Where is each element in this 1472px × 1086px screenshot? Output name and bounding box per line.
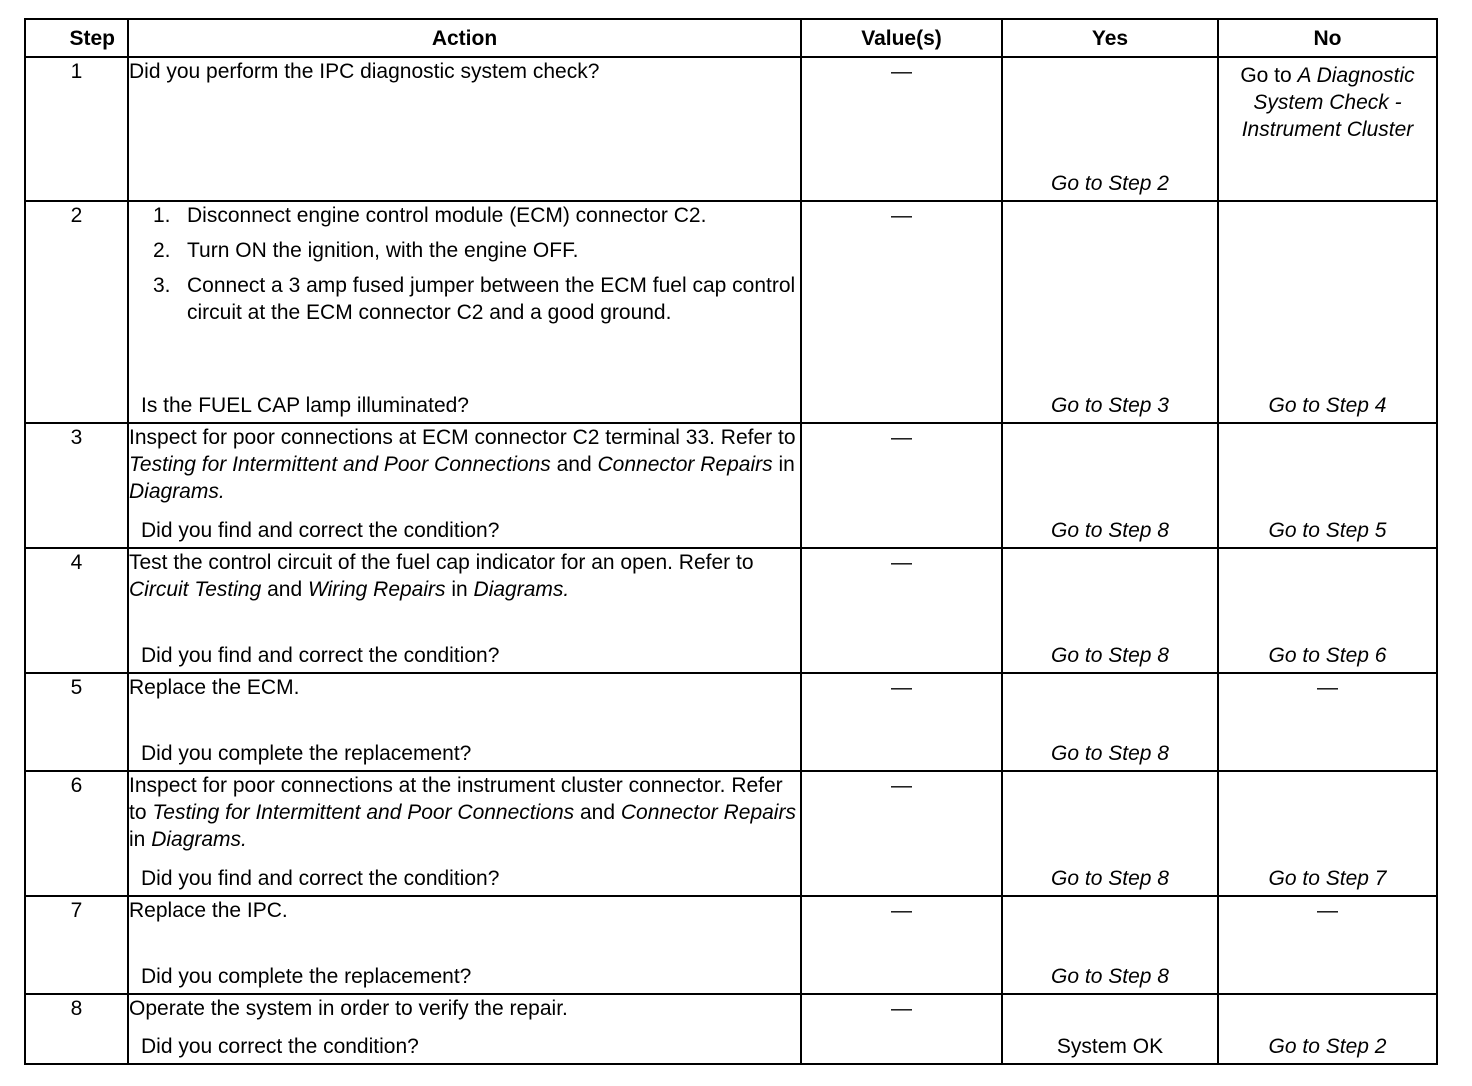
action-instruction	[129, 772, 800, 853]
action-question: Did you perform the IPC diagnostic system check?	[129, 60, 600, 83]
diagnostic-table	[24, 18, 1438, 1065]
value-cell: —	[801, 548, 1002, 673]
yes-link[interactable]: Go to Step 8	[1051, 644, 1169, 667]
no-cell	[1218, 771, 1437, 896]
instruction-text: in	[129, 828, 152, 851]
yes-cell	[1002, 771, 1218, 896]
header-row	[25, 19, 1437, 57]
no-cell: —	[1218, 673, 1437, 771]
no-cell	[1218, 423, 1437, 548]
procedure-item	[153, 202, 800, 229]
value-cell: —	[801, 673, 1002, 771]
no-link[interactable]	[1219, 58, 1436, 143]
header-no: No	[1218, 19, 1437, 57]
item-text: Disconnect engine control module (ECM) connector C2.	[187, 204, 707, 227]
table-row	[25, 994, 1437, 1064]
header-action: Action	[128, 19, 801, 57]
yes-link[interactable]: Go to Step 3	[1051, 394, 1169, 417]
no-cell	[1218, 201, 1437, 423]
yes-link[interactable]: Go to Step 8	[1051, 742, 1169, 765]
action-cell	[128, 673, 801, 771]
no-link[interactable]: Go to Step 2	[1268, 1035, 1387, 1058]
procedure-item	[153, 272, 800, 326]
instruction-text: Test the control circuit of the fuel cap indicator for an open. Refer to	[129, 551, 754, 574]
action-question: Is the FUEL CAP lamp illuminated?	[141, 394, 469, 417]
step-number: 5	[25, 673, 128, 771]
value-cell: —	[801, 201, 1002, 423]
action-question: Did you find and correct the condition?	[141, 519, 500, 542]
reference-link[interactable]: Connector Repairs	[597, 453, 773, 476]
table-row	[25, 57, 1437, 201]
step-number: 8	[25, 994, 128, 1064]
action-instruction	[129, 424, 800, 505]
action-cell	[128, 57, 801, 201]
action-question: Did you complete the replacement?	[141, 742, 472, 765]
yes-link[interactable]: Go to Step 8	[1051, 965, 1169, 988]
action-instruction: Replace the IPC.	[129, 899, 288, 922]
reference-link[interactable]: Circuit Testing	[129, 578, 262, 601]
value-cell: —	[801, 896, 1002, 994]
action-instruction	[129, 549, 800, 603]
yes-link[interactable]: Go to Step 8	[1051, 519, 1169, 542]
item-number: 1.	[153, 204, 171, 227]
instruction-text: and	[574, 801, 621, 824]
procedure-list	[129, 202, 800, 326]
no-link[interactable]: Go to Step 6	[1268, 644, 1387, 667]
instruction-text: and	[261, 578, 308, 601]
yes-cell	[1002, 57, 1218, 201]
table-row	[25, 201, 1437, 423]
reference-link[interactable]: Testing for Intermittent and Poor Connections	[129, 453, 551, 476]
no-link-prefix: Go to	[1240, 64, 1298, 87]
yes-cell	[1002, 896, 1218, 994]
no-cell: —	[1218, 896, 1437, 994]
step-number: 3	[25, 423, 128, 548]
value-cell: —	[801, 57, 1002, 201]
no-link[interactable]: Go to Step 4	[1268, 394, 1387, 417]
step-number: 4	[25, 548, 128, 673]
action-cell	[128, 896, 801, 994]
yes-cell	[1002, 673, 1218, 771]
no-link-target: A Diagnostic System Check - Instrument Cluster	[1241, 64, 1415, 141]
header-step: Step	[25, 19, 128, 57]
reference-link[interactable]: Diagrams.	[151, 828, 247, 851]
item-text: Connect a 3 amp fused jumper between the ECM fuel cap control circuit at the ECM connector C2 and a good ground.	[187, 274, 796, 324]
action-question: Did you find and correct the condition?	[141, 644, 500, 667]
table-row	[25, 673, 1437, 771]
reference-link[interactable]: Connector Repairs	[620, 801, 796, 824]
value-cell: —	[801, 771, 1002, 896]
action-cell	[128, 423, 801, 548]
action-cell	[128, 994, 801, 1064]
action-instruction: Operate the system in order to verify the repair.	[129, 997, 568, 1020]
procedure-item	[153, 237, 800, 264]
table-row	[25, 548, 1437, 673]
table-row	[25, 896, 1437, 994]
reference-link[interactable]: Wiring Repairs	[308, 578, 446, 601]
no-link[interactable]: Go to Step 7	[1268, 867, 1387, 890]
step-number: 7	[25, 896, 128, 994]
yes-cell	[1002, 548, 1218, 673]
yes-cell	[1002, 423, 1218, 548]
no-cell	[1218, 994, 1437, 1064]
table-row	[25, 771, 1437, 896]
system-ok-text: System OK	[1056, 1035, 1164, 1058]
item-number: 2.	[153, 239, 171, 262]
header-values: Value(s)	[801, 19, 1002, 57]
no-cell	[1218, 548, 1437, 673]
reference-link[interactable]: Testing for Intermittent and Poor Connections	[152, 801, 575, 824]
no-cell	[1218, 57, 1437, 201]
action-instruction: Replace the ECM.	[129, 676, 300, 699]
item-number: 3.	[153, 274, 171, 297]
no-link[interactable]: Go to Step 5	[1268, 519, 1387, 542]
instruction-text: Inspect for poor connections at ECM connector C2 terminal 33. Refer to	[129, 426, 796, 449]
yes-cell	[1002, 994, 1218, 1064]
step-number: 1	[25, 57, 128, 201]
step-number: 6	[25, 771, 128, 896]
instruction-text: Inspect for poor connections at the instrument cluster connector. Refer to	[129, 774, 783, 824]
value-cell: —	[801, 423, 1002, 548]
instruction-text: and	[550, 453, 598, 476]
action-cell	[128, 201, 801, 423]
instruction-text: in	[772, 453, 795, 476]
item-text: Turn ON the ignition, with the engine OFF.	[187, 239, 579, 262]
step-number: 2	[25, 201, 128, 423]
yes-cell	[1002, 201, 1218, 423]
value-cell: —	[801, 994, 1002, 1064]
reference-link[interactable]: Diagrams.	[473, 578, 570, 601]
instruction-text: in	[445, 578, 474, 601]
table-row	[25, 423, 1437, 548]
yes-link[interactable]: Go to Step 8	[1051, 867, 1169, 890]
action-cell	[128, 771, 801, 896]
action-cell	[128, 548, 801, 673]
yes-link[interactable]: Go to Step 2	[1051, 172, 1169, 195]
action-question: Did you find and correct the condition?	[141, 867, 500, 890]
action-question: Did you complete the replacement?	[141, 965, 472, 988]
header-yes: Yes	[1002, 19, 1218, 57]
reference-link[interactable]: Diagrams.	[129, 480, 225, 503]
action-question: Did you correct the condition?	[141, 1035, 419, 1058]
